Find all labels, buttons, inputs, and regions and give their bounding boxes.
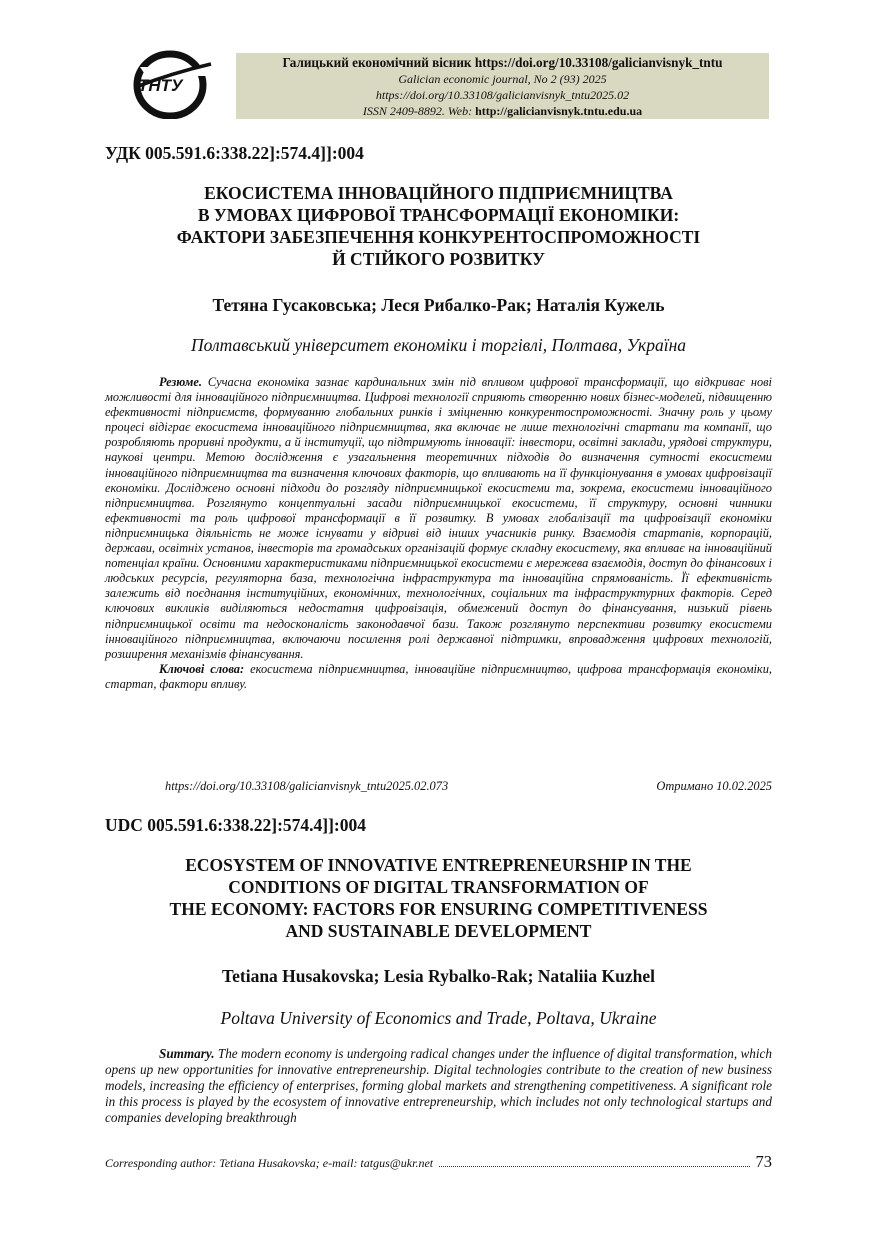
journal-web-link[interactable]: http://galicianvisnyk.tntu.edu.ua <box>475 104 643 118</box>
issue-doi: https://doi.org/10.33108/galicianvisnyk_tntu2025.02 <box>375 88 630 102</box>
title-line: ECOSYSTEM OF INNOVATIVE ENTREPRENEURSHIP IN THE <box>185 855 692 875</box>
journal-header-box <box>236 53 769 119</box>
article-title-ua <box>105 182 772 270</box>
dot-leader <box>439 1165 749 1167</box>
abstract-paragraph <box>105 375 772 662</box>
title-line: THE ECONOMY: FACTORS FOR ENSURING COMPETITIVENESS <box>169 899 708 919</box>
keywords-label: Ключові слова: <box>159 661 245 676</box>
issn-line <box>236 103 769 119</box>
summary-en <box>105 1046 772 1126</box>
summary-text: The modern economy is undergoing radical changes under the influence of digital transformation, which opens up new opportunities for innovative entrepreneurship. Digital technologies contribute to the creation of new business models, increasing the efficiency of enterprises, forming global markets and strengthening competitiveness. A significant role in this process is played by the ecosystem of innovative entrepreneurship, which includes not only technological startups and companies developing breakthrough <box>105 1046 772 1125</box>
journal-title-ua: Галицький економічний вісник https://doi.org/10.33108/galicianvisnyk_tntu <box>282 55 723 70</box>
summary-paragraph <box>105 1046 772 1126</box>
page-number: 73 <box>755 1152 772 1171</box>
title-line: CONDITIONS OF DIGITAL TRANSFORMATION OF <box>228 877 649 897</box>
title-line: ФАКТОРИ ЗАБЕЗПЕЧЕННЯ КОНКУРЕНТОСПРОМОЖНОСТІ <box>176 227 701 247</box>
title-line: Й СТІЙКОГО РОЗВИТКУ <box>332 249 545 269</box>
title-line: AND SUSTAINABLE DEVELOPMENT <box>285 921 592 941</box>
keywords-paragraph <box>105 662 772 692</box>
journal-title-en: Galician economic journal, No 2 (93) 2025 <box>398 72 607 86</box>
keywords-text: екосистема підприємництва, інноваційне підприємництво, цифрова трансформація економіки, стартап, фактори впливу. <box>105 661 773 691</box>
tntu-logo <box>132 47 212 119</box>
summary-label: Summary. <box>159 1046 215 1061</box>
abstract-ua <box>105 375 772 692</box>
issn-text: ISSN 2409-8892. Web: <box>362 104 476 118</box>
abstract-label: Резюме. <box>159 375 202 389</box>
udc-en: UDC 005.591.6:338.22]:574.4]]:004 <box>105 815 367 835</box>
title-line: ЕКОСИСТЕМА ІННОВАЦІЙНОГО ПІДПРИЄМНИЦТВА <box>204 183 673 203</box>
article-title-en <box>105 854 772 942</box>
abstract-text: Сучасна економіка зазнає кардинальних змін під впливом цифрової трансформації, що відкриває нові можливості для інноваційного підприємництва. Цифрові технології сприяють створенню нових бізнес-моделей, підвищенню ефективності підприємств, формуванню глобальних ринків і зміцненню конкурентоспроможності. Значну роль у цьому процесі відіграє екосистема інноваційного підприємництва, яка включає не лише технологічні стартапи та компанії, що розробляють проривні продукти, а й інституції, що підтримують інновації: інвестори, освітні заклади, урядові структури, наукові центри. Метою дослідження є узагальнення теоретичних підходів до визначення сутності екосистеми інноваційного підприємництва та визначення ключових факторів, що впливають на її функціонування в умовах цифровізації економіки. Досліджено основні підходи до розгляду підприємницької екосистеми та, зокрема, екосистеми інноваційного підприємництва. Розглянуто концептуальні засади підприємницької екосистеми, її структуру, основні чинники ефективності та роль цифрової трансформації в її розвитку. В умовах глобалізації та цифровізації економіки підприємницька діяльність не може існувати у відриві від інших учасників ринку. Взаємодія стартапів, корпорацій, держави, освітніх установ, інвесторів та громадських організацій формує складну екосистему, яка впливає на інноваційний потенціал країни. Основними характеристиками підприємницької екосистеми є мережева взаємодія, доступ до фінансових і людських ресурсів, регуляторна база, технологічна інфраструктура та інноваційна спрямованість. Її ефективність залежить від поєднання інституційних, економічних, технологічних, соціальних та інфраструктурних факторів. Серед ключових викликів виділяються недостатня цифровізація, обмежений доступ до фінансування, низький рівень підприємницької освіти та недосконалість законодавчої бази. Також розглянуто перспективи розвитку екосистеми інноваційного підприємництва, включаючи посилення ролі державної підтримки, впровадження цифрових технологій, розширення механізмів фінансування. <box>105 375 772 661</box>
received-date: Отримано 10.02.2025 <box>656 779 772 793</box>
authors-en: Tetiana Husakovska; Lesia Rybalko-Rak; Nataliia Kuzhel <box>222 966 655 986</box>
logo-text: ТНТУ <box>138 76 183 95</box>
corresponding-author: Corresponding author: Tetiana Husakovska; e-mail: tatgus@ukr.net <box>105 1156 434 1170</box>
article-doi-link[interactable]: https://doi.org/10.33108/galicianvisnyk_tntu2025.02.073 <box>165 779 449 793</box>
title-line: В УМОВАХ ЦИФРОВОЇ ТРАНСФОРМАЦІЇ ЕКОНОМІКИ: <box>197 205 680 225</box>
authors-ua: Тетяна Гусаковська; Леся Рибалко-Рак; Наталія Кужель <box>212 295 665 315</box>
page-footer <box>105 1152 772 1172</box>
udc-ua: УДК 005.591.6:338.22]:574.4]]:004 <box>105 143 364 163</box>
affiliation-en: Poltava University of Economics and Trade, Poltava, Ukraine <box>220 1008 657 1028</box>
affiliation-ua: Полтавський університет економіки і торгівлі, Полтава, Україна <box>191 335 686 355</box>
